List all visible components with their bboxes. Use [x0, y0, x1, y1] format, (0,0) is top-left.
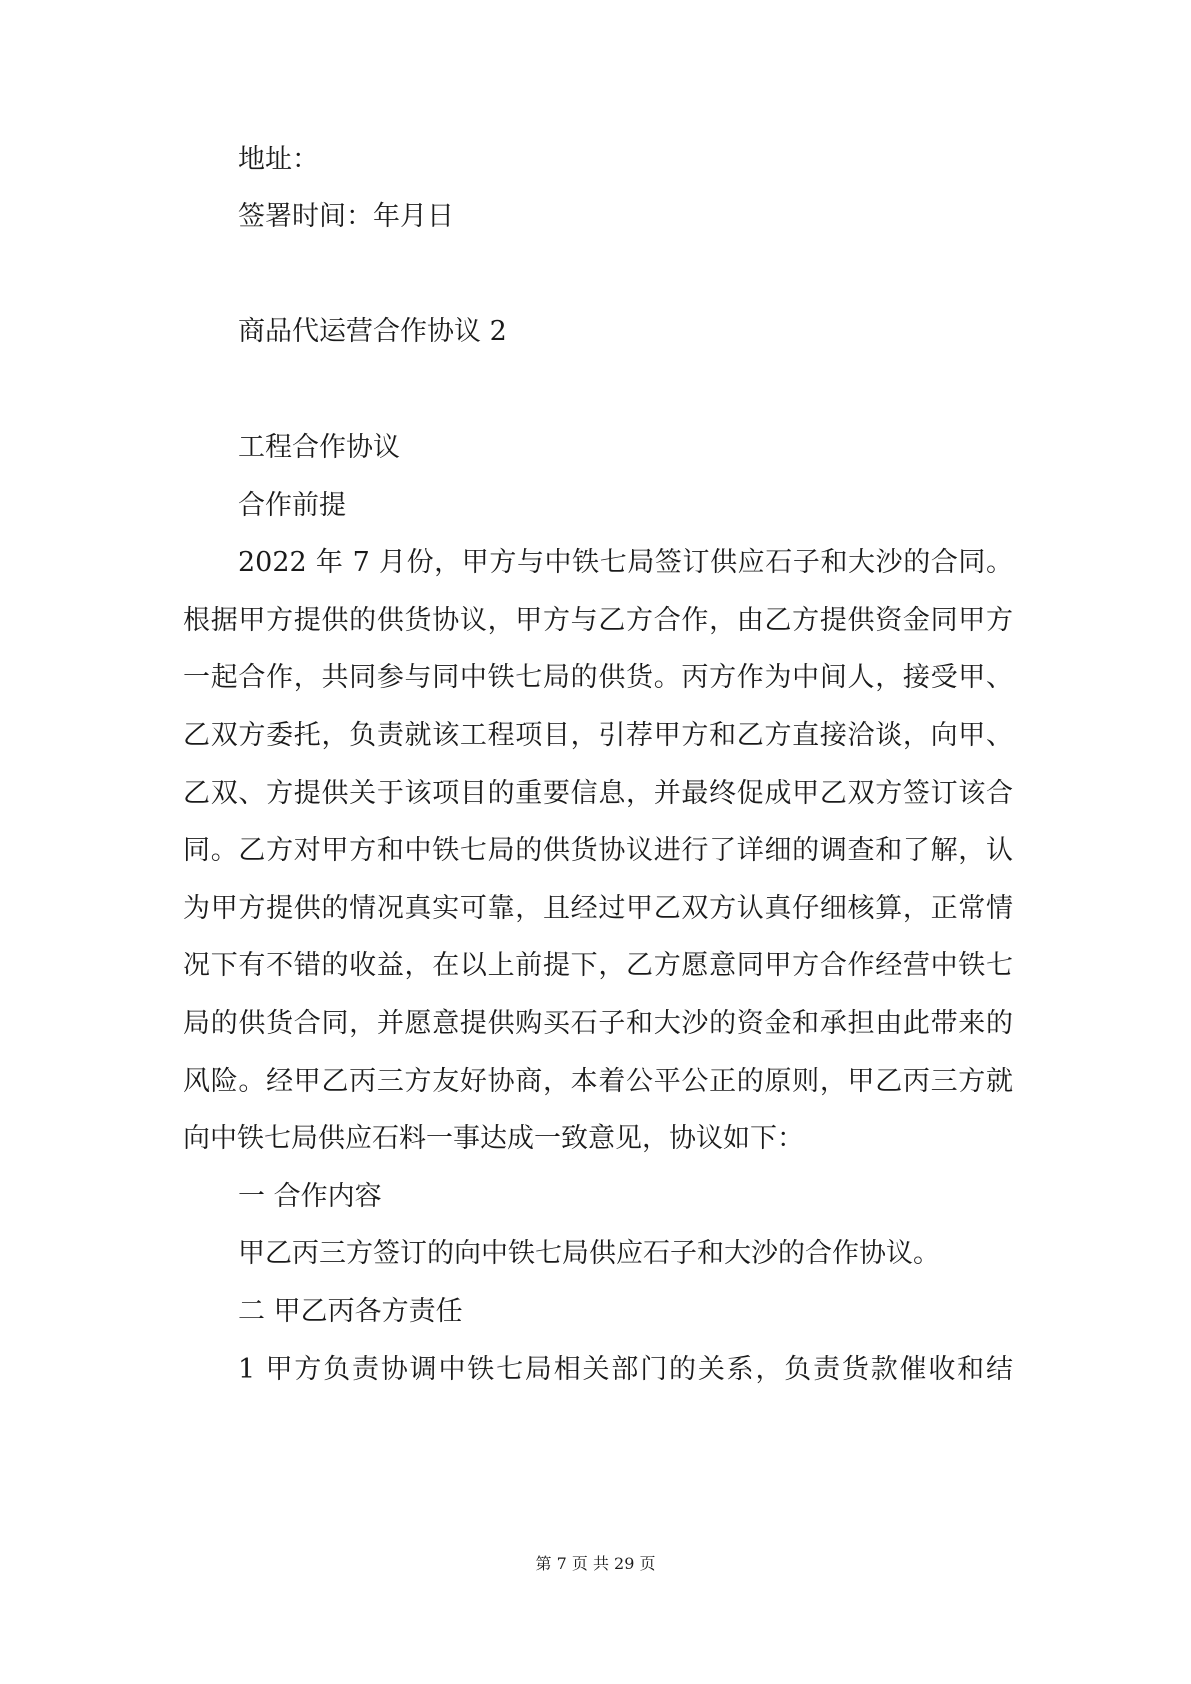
paragraph-line: 乙双、方提供关于该项目的重要信息，并最终促成甲乙双方签订该合 — [183, 778, 1013, 809]
section-title-agreement-2: 商品代运营合作协议 2 — [238, 316, 507, 347]
paragraph-line: 为甲方提供的情况真实可靠，且经过甲乙双方认真仔细核算，正常情 — [183, 893, 1013, 924]
clause-heading-1: 一 合作内容 — [238, 1181, 382, 1212]
paragraph-line: 风险。经甲乙丙三方友好协商，本着公平公正的原则，甲乙丙三方就 — [183, 1066, 1013, 1097]
paragraph-line: 局的供货合同，并愿意提供购买石子和大沙的资金和承担由此带来的 — [183, 1008, 1013, 1039]
clause-text: 甲乙丙三方签订的向中铁七局供应石子和大沙的合作协议。 — [238, 1238, 940, 1269]
paragraph-line: 乙双方委托，负责就该工程项目，引荐甲方和乙方直接洽谈，向甲、 — [183, 720, 1013, 751]
paragraph-line: 况下有不错的收益，在以上前提下，乙方愿意同甲方合作经营中铁七 — [183, 950, 1013, 981]
paragraph-line: 2022 年 7 月份，甲方与中铁七局签订供应石子和大沙的合同。 — [238, 547, 1013, 578]
signing-date-line: 签署时间：年月日 — [238, 201, 454, 232]
clause-heading-2: 二 甲乙丙各方责任 — [238, 1296, 463, 1327]
clause-item-1: 1 甲方负责协调中铁七局相关部门的关系，负责货款催收和结 — [238, 1354, 1013, 1385]
paragraph-line: 一起合作，共同参与同中铁七局的供货。丙方作为中间人，接受甲、 — [183, 662, 1013, 693]
paragraph-line: 向中铁七局供应石料一事达成一致意见，协议如下： — [183, 1123, 804, 1154]
heading-engineering-agreement: 工程合作协议 — [238, 432, 400, 463]
heading-cooperation-premise: 合作前提 — [238, 490, 346, 521]
address-line: 地址： — [238, 144, 319, 175]
paragraph-line: 同。乙方对甲方和中铁七局的供货协议进行了详细的调查和了解，认 — [183, 835, 1013, 866]
page-footer: 第 7 页 共 29 页 — [535, 1554, 656, 1573]
paragraph-line: 根据甲方提供的供货协议，甲方与乙方合作，由乙方提供资金同甲方 — [183, 605, 1013, 636]
